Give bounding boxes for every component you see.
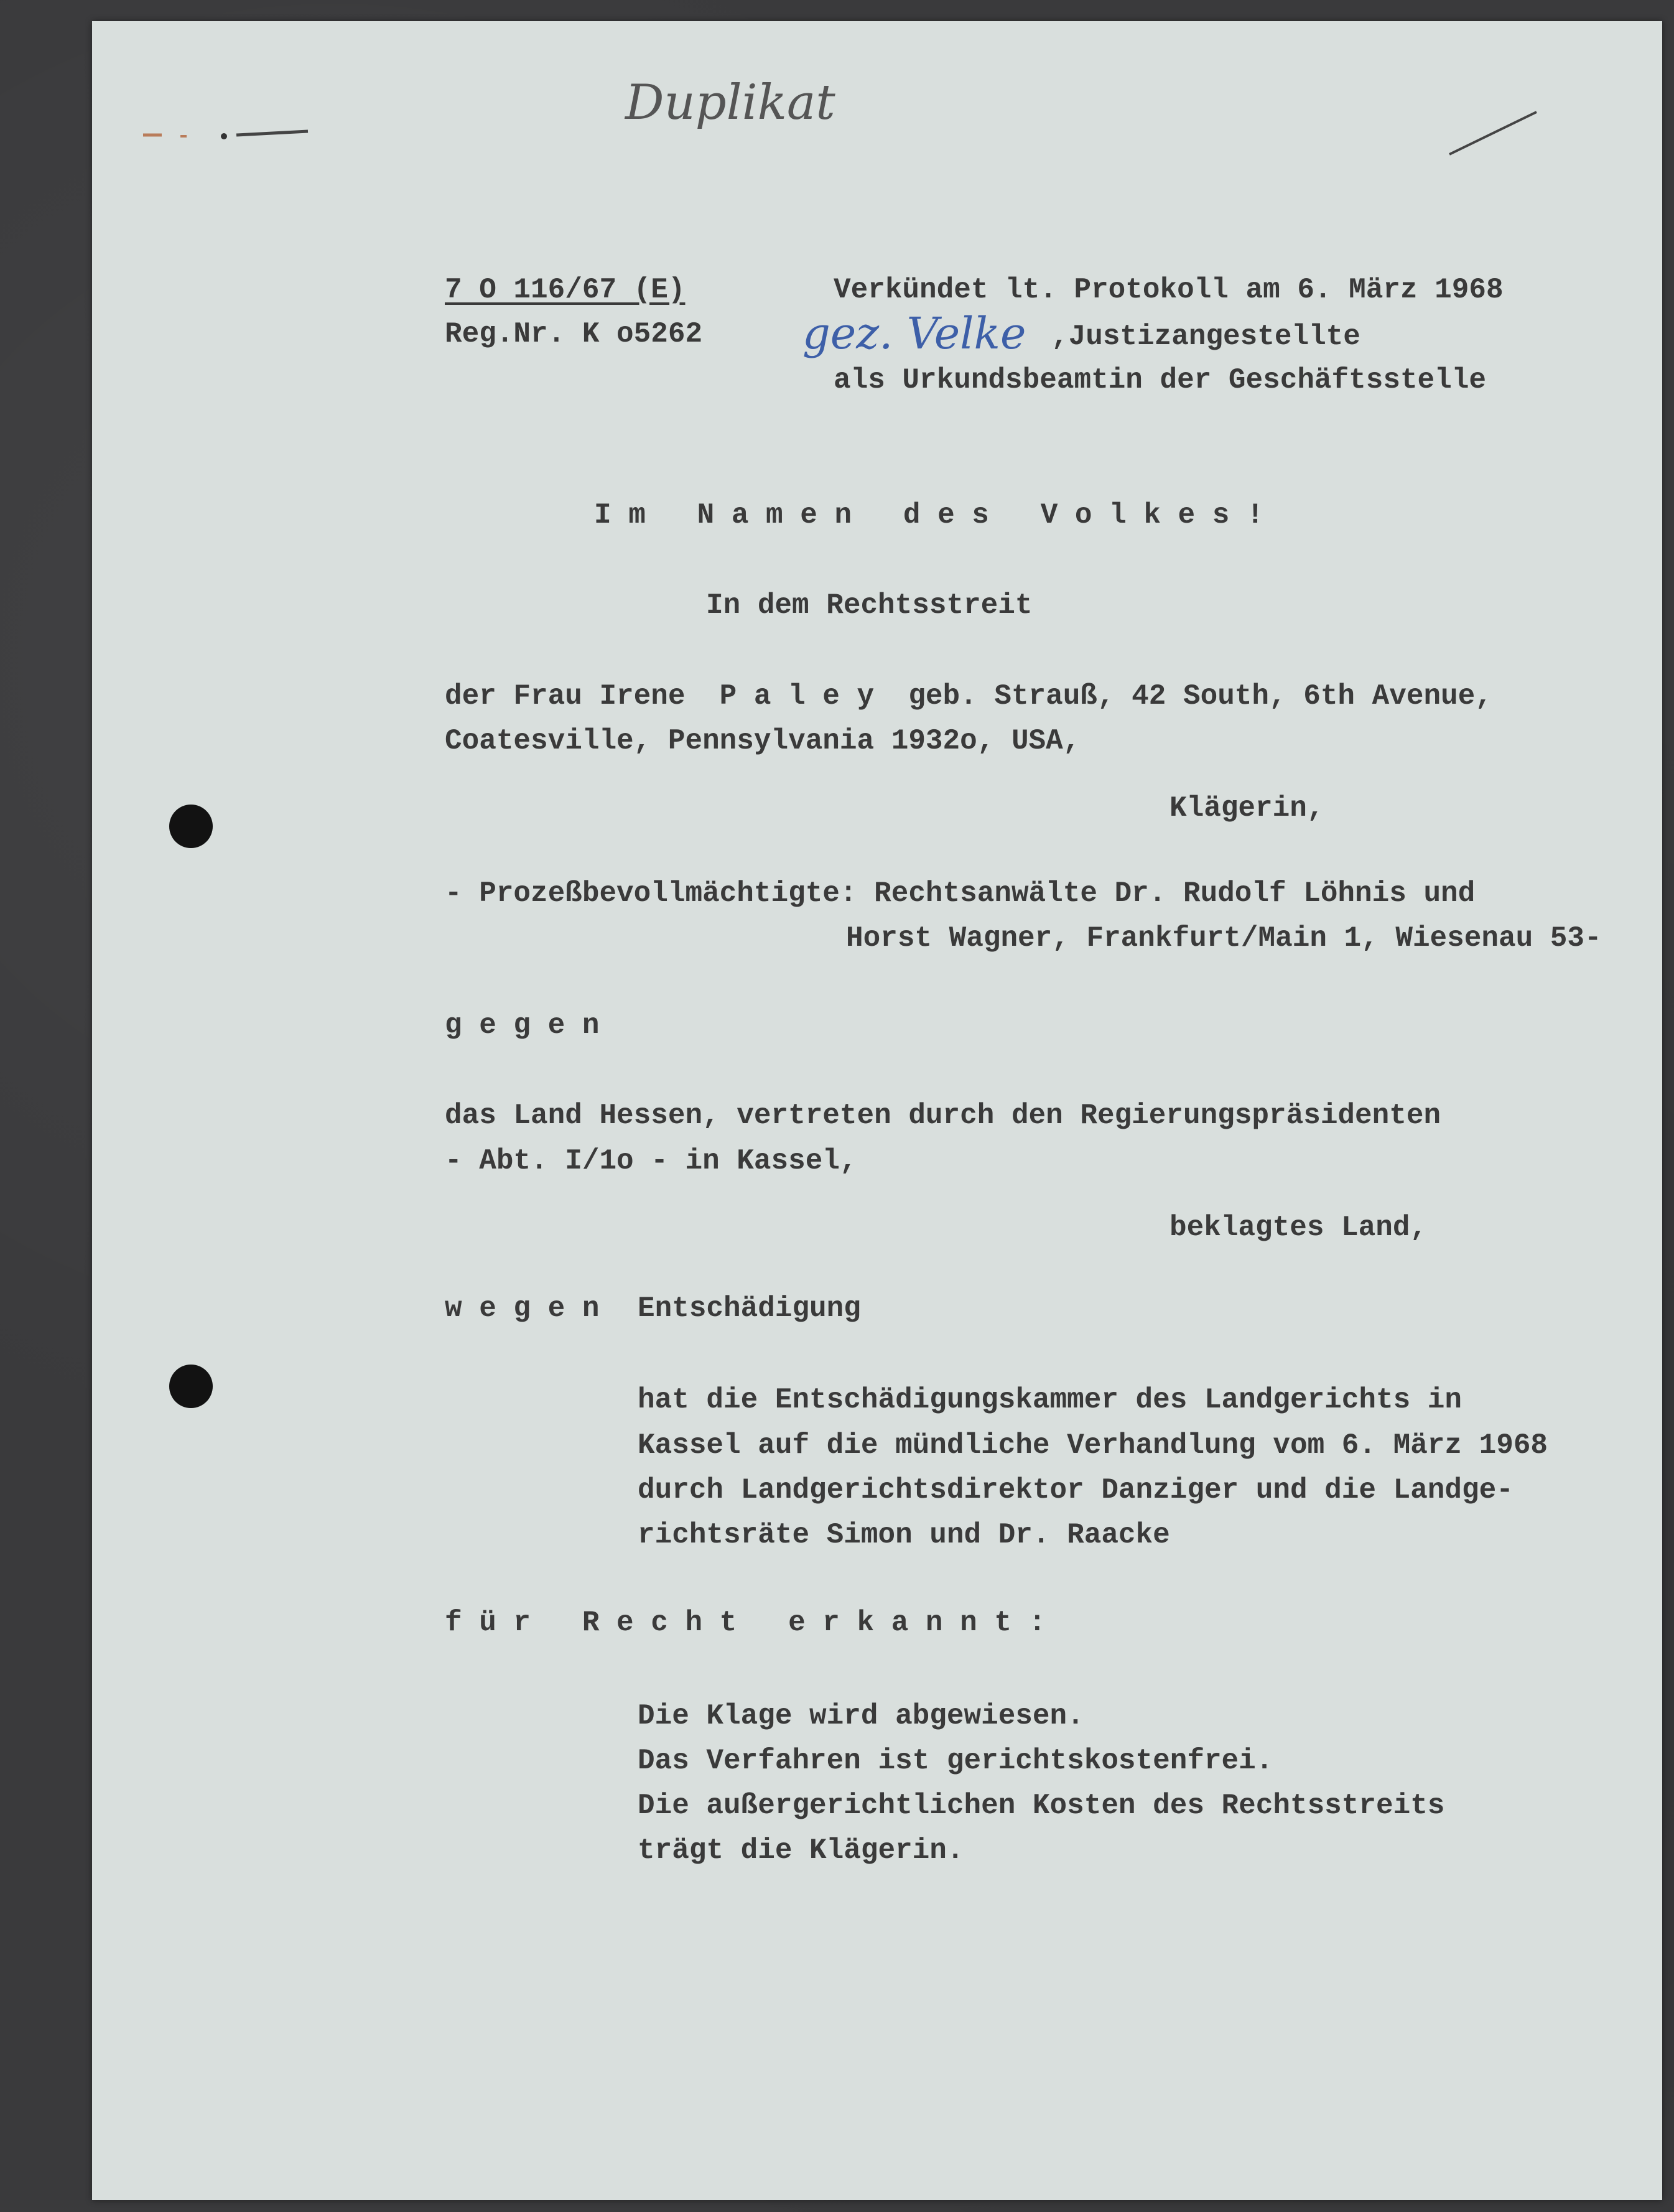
court-line-4: richtsräte Simon und Dr. Raacke	[638, 1519, 1170, 1551]
punch-hole	[169, 1365, 213, 1408]
stray-marks	[143, 121, 317, 146]
plaintiff-line-2: Coatesville, Pennsylvania 1932o, USA,	[445, 725, 1081, 757]
registration-number: Reg.Nr. K o5262	[445, 318, 703, 350]
clerk-title: ,Justizangestellte	[1051, 320, 1360, 353]
court-line-2: Kassel auf die mündliche Verhandlung vom 6. März 1968	[638, 1429, 1548, 1462]
court-line-3: durch Landgerichtsdirektor Danziger und die Landge-	[638, 1474, 1514, 1506]
defendant-role: beklagtes Land,	[1169, 1211, 1428, 1244]
clerk-signature: gez. Velke	[802, 308, 1026, 359]
verdict-heading: f ü r R e c h t e r k a n n t :	[445, 1607, 1046, 1639]
court-line-1: hat die Entschädigungskammer des Landgerichts in	[638, 1384, 1462, 1416]
check-mark	[1443, 106, 1543, 162]
handwritten-note: Duplikat	[625, 75, 835, 131]
subject-label: w e g e n	[445, 1292, 600, 1325]
clerk-office: als Urkundsbeamtin der Geschäftsstelle	[834, 364, 1486, 396]
defendant-line-1: das Land Hessen, vertreten durch den Regierungspräsidenten	[445, 1099, 1441, 1132]
punch-hole	[169, 805, 213, 848]
document-title: I m N a m e n d e s V o l k e s !	[594, 499, 1264, 531]
intro-line: In dem Rechtsstreit	[706, 589, 1033, 622]
defendant-line-2: - Abt. I/1o - in Kassel,	[445, 1145, 857, 1177]
announcement-line: Verkündet lt. Protokoll am 6. März 1968	[834, 274, 1504, 306]
verdict-line-3: Die außergerichtlichen Kosten des Rechtsstreits	[638, 1790, 1445, 1822]
verdict-line-1: Die Klage wird abgewiesen.	[638, 1700, 1084, 1732]
verdict-line-4: trägt die Klägerin.	[638, 1834, 964, 1867]
counsel-line-2: Horst Wagner, Frankfurt/Main 1, Wiesenau 53-	[846, 922, 1602, 954]
case-number: 7 O 116/67 (E)	[445, 274, 686, 306]
verdict-line-2: Das Verfahren ist gerichtskostenfrei.	[638, 1745, 1273, 1777]
plaintiff-line-1: der Frau Irene P a l e y geb. Strauß, 42 South, 6th Avenue,	[445, 680, 1492, 712]
plaintiff-role: Klägerin,	[1169, 792, 1324, 824]
subject-value: Entschädigung	[638, 1292, 861, 1325]
against-label: g e g e n	[445, 1009, 600, 1042]
counsel-line-1: - Prozeßbevollmächtigte: Rechtsanwälte Dr. Rudolf Löhnis und	[445, 877, 1476, 910]
